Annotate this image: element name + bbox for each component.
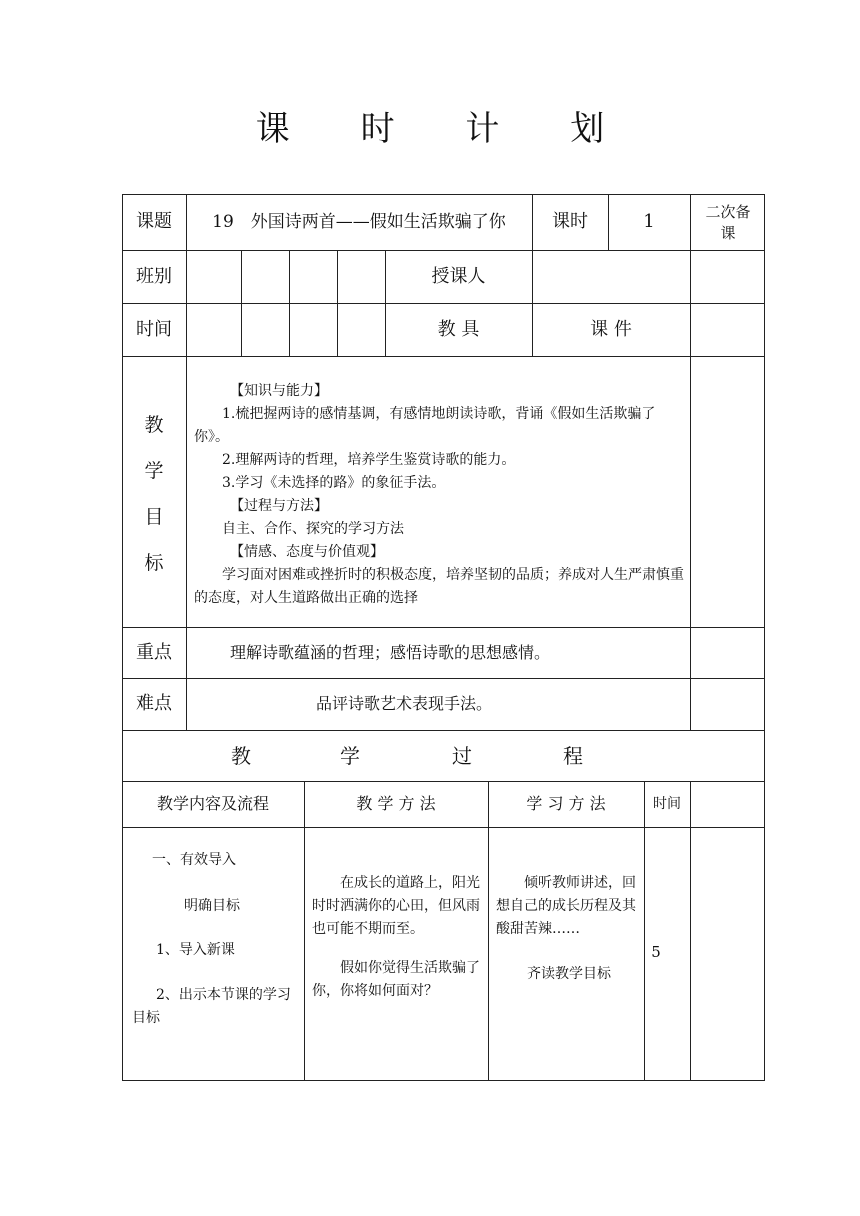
time-label: 时间 bbox=[136, 318, 172, 340]
teacher-label: 授课人 bbox=[431, 265, 486, 287]
column-header-content: 教学内容及流程 bbox=[156, 794, 269, 813]
key-point-value: 理解诗歌蕴涵的哲理；感悟诗歌的思想感情。 bbox=[230, 642, 551, 662]
table-border bbox=[690, 781, 691, 1081]
table-border bbox=[241, 250, 242, 356]
goals-line: 【情感、态度与价值观】 bbox=[230, 544, 384, 560]
goals-label-char: 教 bbox=[144, 414, 164, 436]
lesson-plan-table bbox=[122, 194, 765, 1081]
tools-value: 课 件 bbox=[590, 318, 632, 340]
process-time-value: 5 bbox=[651, 943, 661, 961]
goals-label-char: 标 bbox=[144, 552, 164, 574]
table-border bbox=[289, 250, 290, 356]
process-heading-char: 过 bbox=[452, 743, 472, 768]
table-border bbox=[122, 730, 765, 731]
table-border bbox=[690, 194, 691, 730]
table-border bbox=[644, 781, 645, 1081]
goals-label-char: 学 bbox=[144, 460, 164, 482]
column-header-teaching: 教 学 方 法 bbox=[356, 794, 436, 813]
process-content-line: 一、有效导入 bbox=[152, 852, 236, 868]
goals-label-char: 目 bbox=[144, 506, 164, 528]
table-border bbox=[122, 356, 765, 357]
process-teaching-line: 假如你觉得生活欺骗了你，你将如何面对？ bbox=[312, 960, 480, 999]
goals-line: 2.理解两诗的哲理，培养学生鉴赏诗歌的能力。 bbox=[222, 452, 516, 468]
goals-line: 自主、合作、探究的学习方法 bbox=[222, 521, 404, 537]
tools-label: 教 具 bbox=[437, 318, 480, 340]
class-label: 班别 bbox=[136, 265, 172, 287]
column-header-time: 时间 bbox=[653, 796, 681, 812]
process-content-line: 2、出示本节课的学习目标 bbox=[132, 987, 291, 1026]
topic-label: 课题 bbox=[136, 211, 172, 232]
goals-label bbox=[122, 402, 186, 586]
process-content-cell bbox=[132, 849, 300, 1030]
topic-value: 19 外国诗两首——假如生活欺骗了你 bbox=[212, 212, 506, 232]
key-point-label: 重点 bbox=[136, 641, 172, 663]
process-heading-char: 程 bbox=[563, 743, 583, 768]
table-border bbox=[122, 1080, 765, 1081]
goals-line: 1.梳把握两诗的感情基调，有感情地朗读诗歌，背诵《假如生活欺骗了你》。 bbox=[194, 406, 656, 445]
process-teaching-cell bbox=[312, 872, 482, 1003]
period-value: 1 bbox=[643, 211, 655, 232]
period-label: 课时 bbox=[552, 211, 588, 232]
table-border bbox=[337, 250, 338, 356]
process-heading-char: 教 bbox=[231, 743, 251, 768]
goals-line: 【过程与方法】 bbox=[230, 498, 328, 514]
process-heading-char: 学 bbox=[340, 743, 360, 768]
process-learning-line: 齐读教学目标 bbox=[527, 966, 611, 982]
process-content-line: 明确目标 bbox=[184, 898, 240, 914]
goals-line: 3.学习《未选择的路》的象征手法。 bbox=[222, 475, 446, 491]
difficulty-value: 品评诗歌艺术表现手法。 bbox=[316, 694, 493, 713]
table-border bbox=[122, 827, 765, 828]
document-title: 课 时 计 划 bbox=[255, 109, 635, 149]
process-learning-line: 倾听教师讲述，回想自己的成长历程及其酸甜苦辣…… bbox=[496, 875, 636, 937]
second-prep-label: 二次备课 bbox=[705, 202, 751, 242]
difficulty-label: 难点 bbox=[136, 693, 172, 714]
goals-line: 【知识与能力】 bbox=[230, 383, 328, 399]
process-content-line: 1、导入新课 bbox=[156, 942, 235, 958]
goals-text bbox=[194, 380, 690, 610]
goals-line: 学习面对困难或挫折时的积极态度，培养坚韧的品质；养成对人生严肃慎重的态度，对人生道路做出正确的选择 bbox=[194, 567, 684, 606]
process-learning-cell bbox=[496, 872, 642, 986]
table-border bbox=[764, 194, 765, 1081]
column-header-learning: 学 习 方 法 bbox=[526, 794, 606, 813]
table-border bbox=[186, 194, 187, 730]
process-teaching-line: 在成长的道路上，阳光时时洒满你的心田，但风雨也可能不期而至。 bbox=[312, 875, 480, 937]
